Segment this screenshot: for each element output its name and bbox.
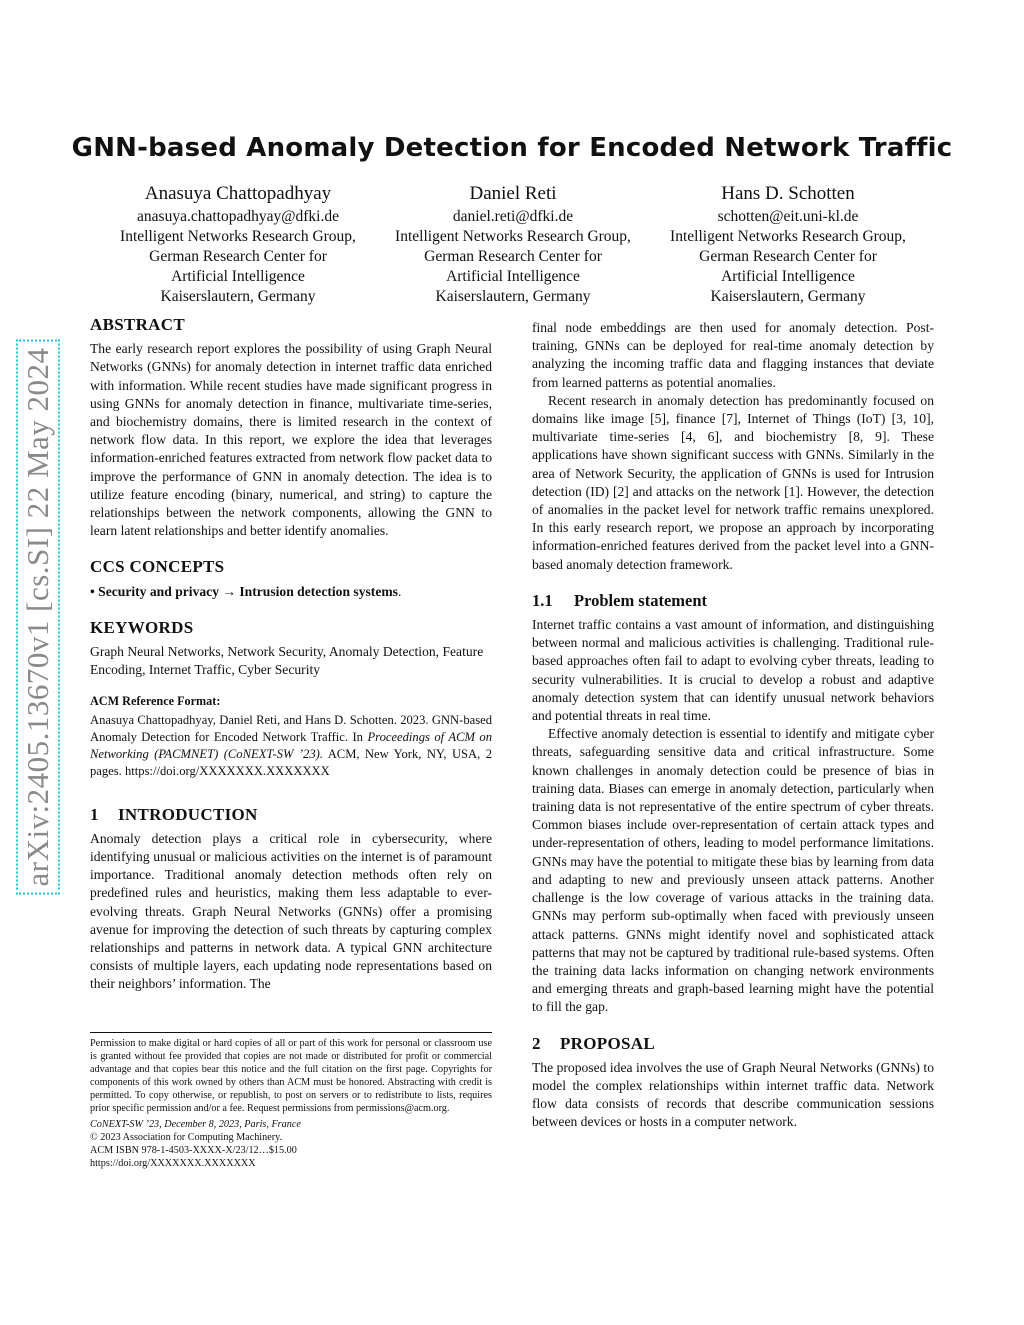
intro-paragraph: Anomaly detection plays a critical role in cybersecurity, where identifying unusual or malicious activities on the internet is of paramount importance. Traditional anomaly detection methods often rely on predefined rules and heuristics, making them less adaptable to ever-evolving threats. Graph Neural Networks (GNNs) offer a promising avenue for improving the detection of such threats by capturing complex relationships and patterns in network data. A typical GNN architecture consists of multiple layers, each updating node representations based on their neighbors’ information. The xyxy=(90,830,492,992)
author-3 xyxy=(650,182,926,307)
problem-paragraph: Internet traffic contains a vast amount of information, and distinguishing between normal and malicious activities is challenging. Traditional rule-based approaches often fail to adapt to evolving cyber threats, leading to security vulnerabilities. It is crucial to develop a robust and adaptive anomaly detection system that can identify unusual network behaviors and potential threats in real time. xyxy=(532,617,934,724)
abstract-text: The early research report explores the possibility of using Graph Neural Networks (GNNs) for anomaly detection in internet traffic data enriched with information. While recent studies have made significant progress in using GNNs for anomaly detection in finance, multivariate time-series, and biochemistry domains, there is limited research in the context of network flow data. In this report, we explore the idea that leverages information-enriched features extracted from network flow packet data to improve the performance of GNN in anomaly detection. The idea is to utilize feature encoding (binary, numerical, and string) to capture the relationships between the network components, allowing the GNN to learn latent relationships and better identify anomalies. xyxy=(90,341,492,539)
abstract-heading: ABSTRACT xyxy=(90,315,185,334)
author-email: daniel.reti@dfki.de xyxy=(452,208,574,225)
author-email: anasuya.chattopadhyay@dfki.de xyxy=(137,208,339,225)
proposal-heading xyxy=(532,1035,934,1053)
author-affiliation-line: German Research Center for xyxy=(424,248,602,265)
ccs-concept-text: • Security and privacy → Intrusion detection systems xyxy=(90,583,398,599)
proposal-paragraph: The proposed idea involves the use of Graph Neural Networks (GNNs) to model the complex relationships within internet traffic data. Network flow data consists of records that describe communication sessions between devices or hosts in a computer network. xyxy=(532,1059,934,1130)
author-name: Anasuya Chattopadhyay xyxy=(144,183,332,204)
conference-venue: CoNEXT-SW ’23, December 8, 2023, Paris, France xyxy=(90,1118,301,1130)
ccs-heading: CCS CONCEPTS xyxy=(90,557,225,577)
intro-paragraph: final node embeddings are then used for anomaly detection. Post-training, GNNs can be deployed for real-time anomaly detection by analyzing the incoming traffic data and flagging instances that deviate from learned patterns as potential anomalies. xyxy=(532,320,934,390)
author-email: schotten@eit.uni-kl.de xyxy=(717,208,859,225)
section-title: INTRODUCTION xyxy=(118,804,258,824)
arxiv-sidebar xyxy=(14,322,62,912)
ccs-concepts xyxy=(90,583,492,601)
author-location: Kaiserslautern, Germany xyxy=(435,288,591,305)
acm-reference-part: Anasuya Chattopadhyay, Daniel Reti, and Hans D. Schotten. 2023. GNN-based Anomaly Detection for Encoded Network Traffic. In xyxy=(90,712,492,744)
acm-reference-venue: Proceedings of ACM on Networking (PACMNET) (CoNEXT-SW ’23). xyxy=(90,729,492,761)
author-name: Daniel Reti xyxy=(469,183,557,204)
author-affiliation-line: Intelligent Networks Research Group, xyxy=(670,228,906,245)
section-title: PROPOSAL xyxy=(560,1033,655,1053)
keywords-heading: KEYWORDS xyxy=(90,617,194,637)
author-affiliation-line: Artificial Intelligence xyxy=(171,268,305,285)
author-affiliation-line: German Research Center for xyxy=(149,248,327,265)
section-number: 2 xyxy=(532,1033,541,1053)
acm-reference-text xyxy=(90,712,492,780)
author-affiliation-line: Artificial Intelligence xyxy=(721,268,855,285)
author-name: Hans D. Schotten xyxy=(721,183,855,204)
author-2 xyxy=(375,182,651,307)
paper-title: GNN-based Anomaly Detection for Encoded Network Traffic xyxy=(71,133,953,163)
doi-link[interactable]: https://doi.org/XXXXXXX.XXXXXXX xyxy=(90,1157,256,1169)
section-number: 1 xyxy=(90,804,99,824)
author-affiliation-line: Intelligent Networks Research Group, xyxy=(395,228,631,245)
left-column xyxy=(90,316,492,994)
section-number: 1.1 xyxy=(532,590,553,610)
author-location: Kaiserslautern, Germany xyxy=(710,288,866,305)
section-title: Problem statement xyxy=(574,590,708,610)
right-column xyxy=(532,319,934,1132)
arxiv-identifier[interactable]: arXiv:2405.13670v1 [cs.SI] 22 May 2024 xyxy=(16,339,60,894)
author-location: Kaiserslautern, Germany xyxy=(160,288,316,305)
intro-heading xyxy=(90,806,492,824)
problem-heading xyxy=(532,592,934,610)
isbn-line: ACM ISBN 978-1-4503-XXXX-X/23/12…$15.00 xyxy=(90,1144,297,1156)
acm-reference-part: ACM, New York, NY, USA, 2 pages. https://doi.org/XXXXXXX.XXXXXXX xyxy=(90,746,492,778)
permission-text: Permission to make digital or hard copies of all or part of this work for personal or classroom use is granted without fee provided that copies are not made or distributed for profit or commercial advantage and that copies bear this notice and the full citation on the first page. Copyrights for components of this work owned by others than ACM must be honored. Abstracting with credit is permitted. To copy otherwise, or republish, to post on servers or to redistribute to lists, requires prior specific permission and/or a fee. Request permissions from permissions@acm.org. xyxy=(90,1038,492,1115)
problem-paragraph: Effective anomaly detection is essential to identify and mitigate cyber threats, safeguarding sensitive data and critical infrastructure. Some known challenges in anomaly detection could be presence of bias in training data. Biases can emerge in anomaly detection, particularly when training data is not representative of the entire spectrum of cyber threats. Common biases include over-representation of certain attack types and under-representation of others, leading to model performance limitations. GNNs may have the potential to mitigate these bias by learning from data and adapting to new and previously unseen attack patterns. Another challenge is the low coverage of various attacks in the training data. GNNs may perform sub-optimally when faced with previously unseen attack patterns. GNNs might identify novel and sophisticated attack patterns that may not be captured by traditional rule-based systems. Often the training data lacks information on changing network environments and emerging threats and graph-based learning might have the potential to fill the gap. xyxy=(532,726,934,1015)
author-affiliation-line: German Research Center for xyxy=(699,248,877,265)
copyright-line: © 2023 Association for Computing Machinery. xyxy=(90,1131,283,1143)
intro-paragraph: Recent research in anomaly detection has predominantly focused on domains like image [5], finance [7], Internet of Things (IoT) [3, 10], multivariate time-series [4, 6], and biochemistry [8, 9]. These applications have shown significant success with GNNs. Similarly in the area of Network Security, the application of GNNs is used for Intrusion detection (ID) [2] and attacks on the network [1]. However, the detection of anomalies in the packet level for network traffic remains unexplored. In this early research report, we propose an approach by incorporating information-enriched features derived from the packet level into a GNN-based anomaly detection framework. xyxy=(532,392,934,572)
ccs-suffix: . xyxy=(397,583,402,599)
keywords-text: Graph Neural Networks, Network Security, Anomaly Detection, Feature Encoding, Internet Traffic, Cyber Security xyxy=(90,644,484,678)
author-affiliation-line: Artificial Intelligence xyxy=(446,268,580,285)
permission-footnote xyxy=(90,1032,492,1170)
author-affiliation-line: Intelligent Networks Research Group, xyxy=(120,228,356,245)
author-1 xyxy=(100,182,376,307)
acm-reference-heading: ACM Reference Format: xyxy=(90,694,221,709)
